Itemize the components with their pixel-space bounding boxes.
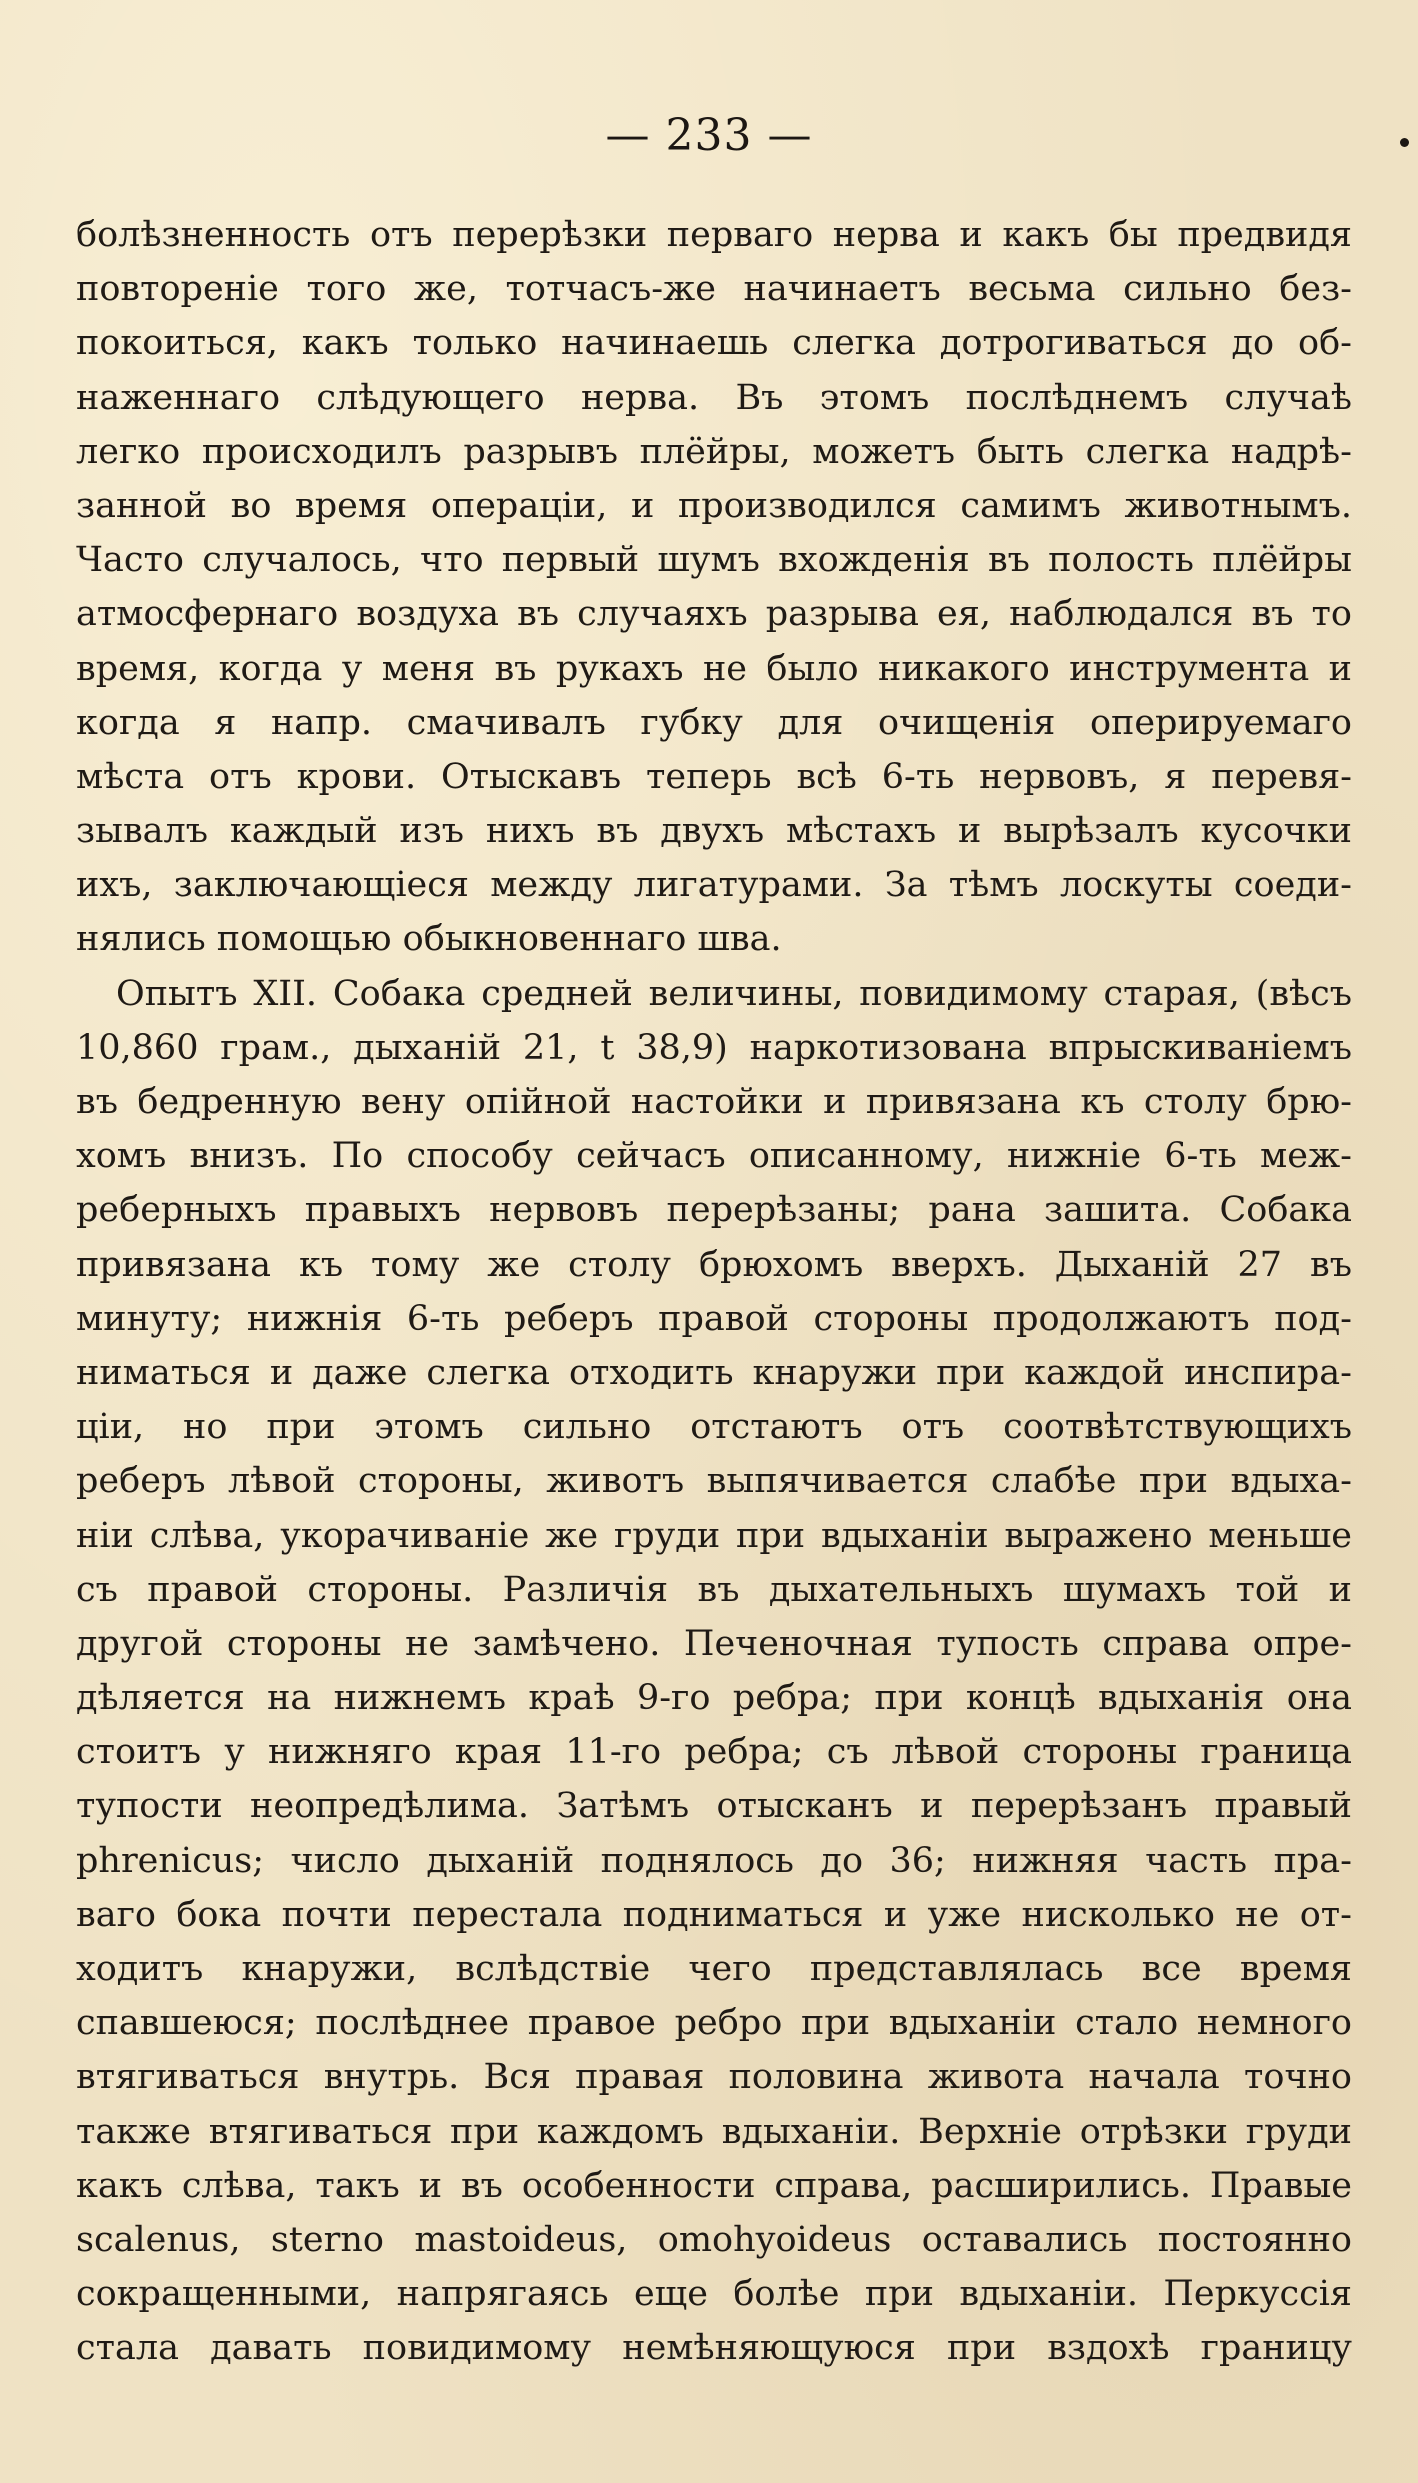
text-line: ціи, но при этомъ сильно отстаютъ отъ соотвѣтствующихъ [76, 1407, 1352, 1448]
text-line: спавшеюся; послѣднее правое ребро при вдыханіи стало немного [76, 2003, 1352, 2044]
ink-speck [1400, 138, 1409, 147]
text-line: болѣзненность отъ перерѣзки перваго нерва и какъ бы предвидя [76, 215, 1352, 255]
text-line: когда я напр. смачивалъ губку для очищенія оперируемаго [76, 702, 1352, 743]
text-line: хомъ внизъ. По способу сейчасъ описанному, нижніе 6-ть меж- [76, 1136, 1352, 1177]
text-line: легко происходилъ разрывъ плёйры, можетъ быть слегка надрѣ- [76, 431, 1352, 472]
text-line: съ правой стороны. Различія въ дыхательныхъ шумахъ той и [76, 1569, 1352, 1610]
body-text [76, 208, 1352, 2376]
text-line: втягиваться внутрь. Вся правая половина живота начала точно [76, 2057, 1352, 2098]
text-line: ниматься и даже слегка отходить кнаружи при каждой инспира- [76, 1352, 1352, 1393]
text-line: повтореніе того же, тотчасъ-же начинаетъ весьма сильно без- [76, 269, 1352, 310]
text-line: реберныхъ правыхъ нервовъ перерѣзаны; рана зашита. Собака [76, 1190, 1352, 1231]
text-line: ходитъ кнаружи, вслѣдствіе чего представлялась все время [76, 1949, 1352, 1989]
text-line: 10,860 грам., дыханій 21, t 38,9) наркотизована впрыскиваніемъ [76, 1027, 1352, 1068]
text-line: въ бедренную вену опійной настойки и привязана къ столу брю- [76, 1082, 1352, 1122]
text-line: нялись помощью обыкновеннаго шва. [76, 919, 782, 960]
text-line: другой стороны не замѣчено. Печеночная тупость справа опре- [76, 1623, 1352, 1664]
text-line: ніи слѣва, укорачиваніе же груди при вдыханіи выражено меньше [76, 1515, 1352, 1556]
text-line: стала давать повидимому немѣняющуюся при вздохѣ границу [76, 2328, 1352, 2369]
text-line: наженнаго слѣдующего нерва. Въ этомъ послѣднемъ случаѣ [76, 377, 1352, 418]
text-line: ваго бока почти перестала подниматься и уже нисколько не от- [76, 1894, 1352, 1935]
text-line: ихъ, заключающіеся между лигатурами. За тѣмъ лоскуты соеди- [76, 865, 1352, 906]
text-line: мѣста отъ крови. Отыскавъ теперь всѣ 6-ть нервовъ, я перевя- [76, 756, 1352, 797]
text-line: Опытъ XII. Собака средней величины, повидимому старая, (вѣсъ [116, 973, 1352, 1014]
text-line: phrenicus; число дыханій поднялось до 36; нижняя часть пра- [76, 1840, 1352, 1881]
text-line: покоиться, какъ только начинаешь слегка дотрогиваться до об- [76, 323, 1352, 364]
text-line: какъ слѣва, такъ и въ особенности справа, расширились. Правые [76, 2165, 1352, 2206]
text-line: стоитъ у нижняго края 11-го ребра; съ лѣвой стороны граница [76, 1732, 1352, 1773]
text-line: Часто случалось, что первый шумъ вхожденія въ полость плёйры [76, 540, 1352, 581]
text-line: scalenus, sterno mastoideus, omohyoideus оставались постоянно [76, 2219, 1352, 2260]
text-line: также втягиваться при каждомъ вдыханіи. Верхніе отрѣзки груди [76, 2111, 1352, 2152]
text-line: сокращенными, напрягаясь еще болѣе при вдыханіи. Перкуссія [76, 2274, 1352, 2315]
text-line: реберъ лѣвой стороны, животъ выпячивается слабѣе при вдыха- [76, 1461, 1352, 1502]
page-number: — 233 — [605, 110, 813, 161]
text-line: занной во время операціи, и производился самимъ животнымъ. [76, 485, 1352, 526]
text-line: атмосфернаго воздуха въ случаяхъ разрыва ея, наблюдался въ то [76, 594, 1352, 635]
text-line: зывалъ каждый изъ нихъ въ двухъ мѣстахъ и вырѣзалъ кусочки [76, 811, 1352, 852]
text-line: время, когда у меня въ рукахъ не было никакого инструмента и [76, 648, 1352, 689]
text-line: тупости неопредѣлима. Затѣмъ отысканъ и перерѣзанъ правый [76, 1786, 1352, 1827]
text-line: дѣляется на нижнемъ краѣ 9-го ребра; при концѣ вдыханія она [76, 1678, 1352, 1719]
text-line: минуту; нижнія 6-ть реберъ правой стороны продолжаютъ под- [76, 1298, 1352, 1339]
text-line: привязана къ тому же столу брюхомъ вверхъ. Дыханій 27 въ [76, 1244, 1352, 1285]
